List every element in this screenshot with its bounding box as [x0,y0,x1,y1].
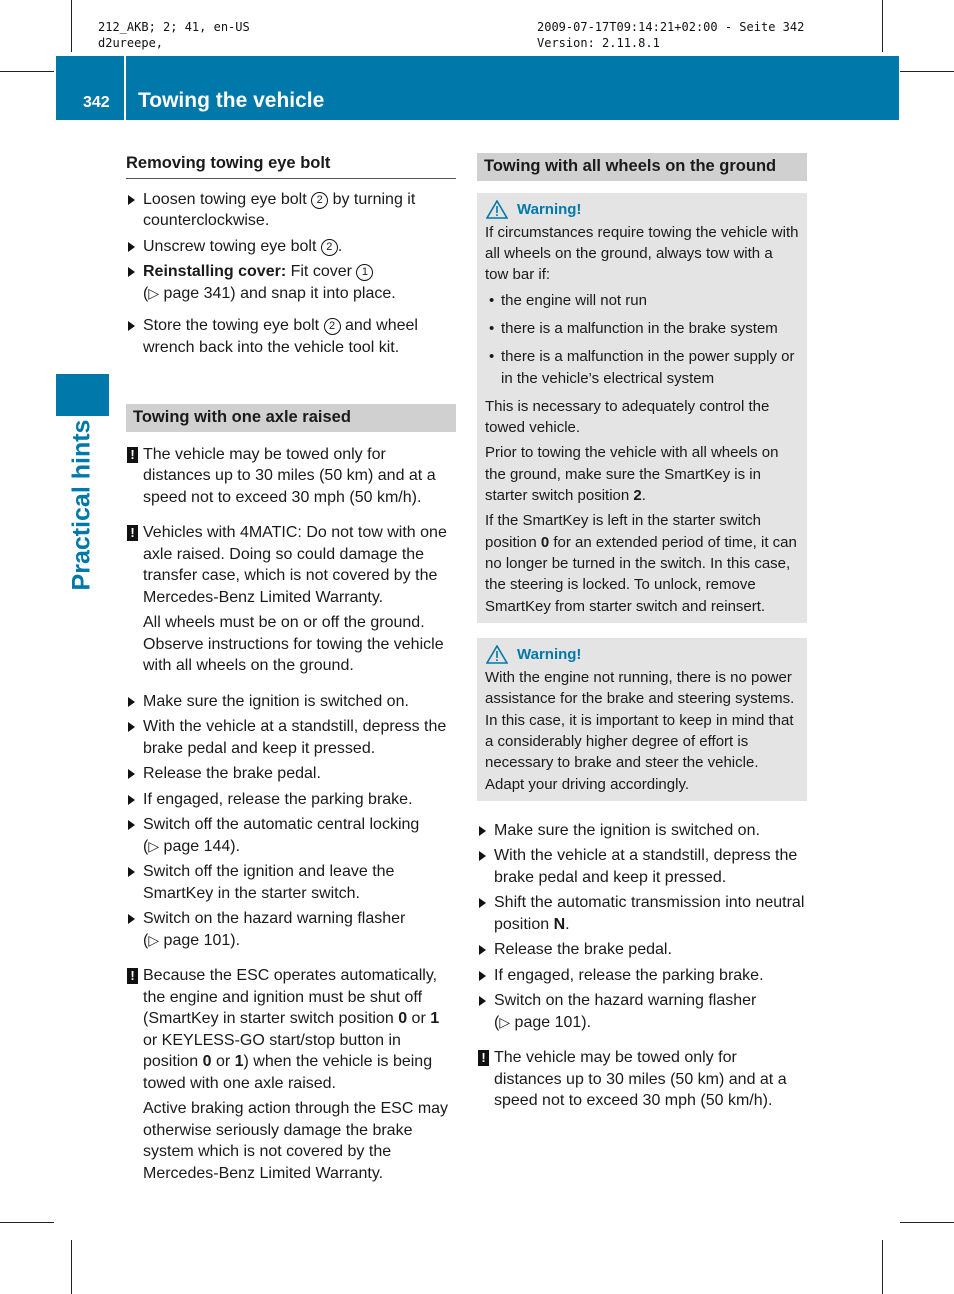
crop-mark [71,1240,72,1294]
arrow-bullet-icon [479,898,486,908]
side-tab-marker [56,374,109,416]
warning-heading: Warning! [485,199,799,220]
list-item: With the vehicle at a standstill, depress the brake pedal and keep it pressed. [477,845,807,888]
circled-number-icon: 2 [321,239,338,256]
page-header [56,56,899,120]
crop-mark [882,0,883,52]
exclamation-icon: ! [127,968,138,984]
section-heading-removing: Removing towing eye bolt [126,153,456,179]
section-heading-all-wheels: Towing with all wheels on the ground [477,153,807,181]
exclamation-icon: ! [127,447,138,463]
warning-text: Prior to towing the vehicle with all wheels on the ground, make sure the SmartKey is in starter switch position 2. [485,444,779,505]
side-tab-label: Practical hints [67,419,96,591]
crop-mark [71,0,72,52]
list-item: Release the brake pedal. [477,939,807,961]
list-item: Unscrew towing eye bolt 2 . [126,236,456,258]
left-column [126,153,456,1188]
exclamation-icon: ! [127,525,138,541]
list-item: Shift the automatic transmission into neutral position N. [477,892,807,935]
arrow-bullet-icon [128,722,135,732]
page-ref-icon: ▷ [499,1013,511,1030]
list-item: Switch off the ignition and leave the SmartKey in the starter switch. [126,861,456,904]
list-item: Switch off the automatic central locking (▷ page 144). [126,814,456,857]
bullet-item: • the engine will not run [489,291,647,309]
arrow-bullet-icon [128,321,135,331]
note-paragraph: ! The vehicle may be towed only for distances up to 30 miles (50 km) and at a speed not to exceed 30 mph (50 km/h). [126,444,456,509]
circled-number-icon: 2 [324,318,341,335]
list-item: Switch on the hazard warning flasher (▷ page 101). [477,990,807,1033]
list-item: If engaged, release the parking brake. [477,965,807,987]
list-item: Make sure the ignition is switched on. [477,820,807,842]
arrow-bullet-icon [479,996,486,1006]
list-item: With the vehicle at a standstill, depress the brake pedal and keep it pressed. [126,716,456,759]
bullet-item: • there is a malfunction in the power supply or in the vehicle’s electrical system [489,348,795,387]
arrow-bullet-icon [479,971,486,981]
arrow-bullet-icon [128,195,135,205]
circled-number-icon: 2 [311,192,328,209]
list-item: Loosen towing eye bolt 2 by turning it counterclockwise. [126,189,456,232]
section-heading-axle: Towing with one axle raised [126,404,456,432]
crop-mark [0,1222,54,1223]
right-column [477,153,807,1116]
arrow-bullet-icon [128,867,135,877]
warning-text: If circumstances require towing the vehicle with all wheels on the ground, always tow with a tow bar if: [485,223,799,284]
page-number: 342 [83,94,110,111]
list-item: Store the towing eye bolt 2 and wheel wrench back into the vehicle tool kit. [126,315,456,358]
arrow-bullet-icon [128,795,135,805]
circled-number-icon: 1 [356,264,373,281]
page-ref-link[interactable]: page 341) and snap it into place. [159,284,396,302]
arrow-bullet-icon [128,914,135,924]
header-divider [124,56,126,120]
page-ref-icon: ▷ [148,284,160,301]
arrow-bullet-icon [479,945,486,955]
warning-text: If the SmartKey is left in the starter switch position 0 for an extended period of time, it can no longer be turned in the switch. In this case, the steering is locked. To unlock, remove SmartKey from starter switch and reinsert. [485,512,797,615]
list-item: Reinstalling cover: Fit cover 1 (▷ page 341) and snap it into place. [126,261,456,304]
warning-box [477,193,807,623]
list-item: Make sure the ignition is switched on. [126,691,456,713]
page-ref-link[interactable]: page 101). [159,931,241,949]
arrow-bullet-icon [128,697,135,707]
page-ref-link[interactable]: page 144). [159,837,241,855]
crop-mark [900,1222,954,1223]
note-continuation: All wheels must be on or off the ground. Observe instructions for towing the vehicle with all wheels on the ground. [143,614,444,674]
note-paragraph: ! Vehicles with 4MATIC: Do not tow with one axle raised. Doing so could damage the transfer case, which is not covered by the Mercedes-Benz Limited Warranty. [126,522,456,608]
arrow-bullet-icon [128,769,135,779]
arrow-bullet-icon [128,242,135,252]
print-meta-right: 2009-07-17T09:14:21+02:00 - Seite 342 Version: 2.11.8.1 [537,20,805,50]
note-paragraph: ! Because the ESC operates automatically, the engine and ignition must be shut off (SmartKey in starter switch position 0 or 1 or KEYLESS-GO start/stop button in position 0 or 1) when the vehicle is being towed with one axle raised. [126,965,456,1094]
list-item: Switch on the hazard warning flasher (▷ page 101). [126,908,456,951]
warning-text: With the engine not running, there is no power assistance for the brake and steering systems. In this case, it is important to keep in mind that a considerably higher degree of effort is necessary to brake and steer the vehicle. Adapt your driving accordingly. [485,669,795,793]
page-ref-link[interactable]: page 101). [510,1013,592,1031]
warning-triangle-icon [486,645,508,664]
print-meta-left: 212_AKB; 2; 41, en-US d2ureepe, [98,20,250,50]
page-title: Towing the vehicle [138,89,325,112]
arrow-bullet-icon [479,851,486,861]
warning-triangle-icon [486,200,508,219]
side-tab [56,420,108,590]
arrow-bullet-icon [128,820,135,830]
page-ref-icon: ▷ [148,837,160,854]
warning-heading: Warning! [485,644,799,665]
list-item: If engaged, release the parking brake. [126,789,456,811]
warning-box [477,638,807,801]
crop-mark [0,71,54,72]
note-continuation: Active braking action through the ESC may otherwise seriously damage the brake system which is not covered by the Mercedes-Benz Limited Warranty. [143,1100,449,1182]
note-paragraph: ! The vehicle may be towed only for distances up to 30 miles (50 km) and at a speed not to exceed 30 mph (50 km/h). [477,1047,807,1112]
crop-mark [900,71,954,72]
warning-text: This is necessary to adequately control the towed vehicle. [485,397,770,437]
list-item: Release the brake pedal. [126,763,456,785]
arrow-bullet-icon [128,267,135,277]
crop-mark [882,1240,883,1294]
page-ref-icon: ▷ [148,931,160,948]
bullet-item: • there is a malfunction in the brake system [489,319,778,337]
arrow-bullet-icon [479,826,486,836]
exclamation-icon: ! [478,1050,489,1066]
